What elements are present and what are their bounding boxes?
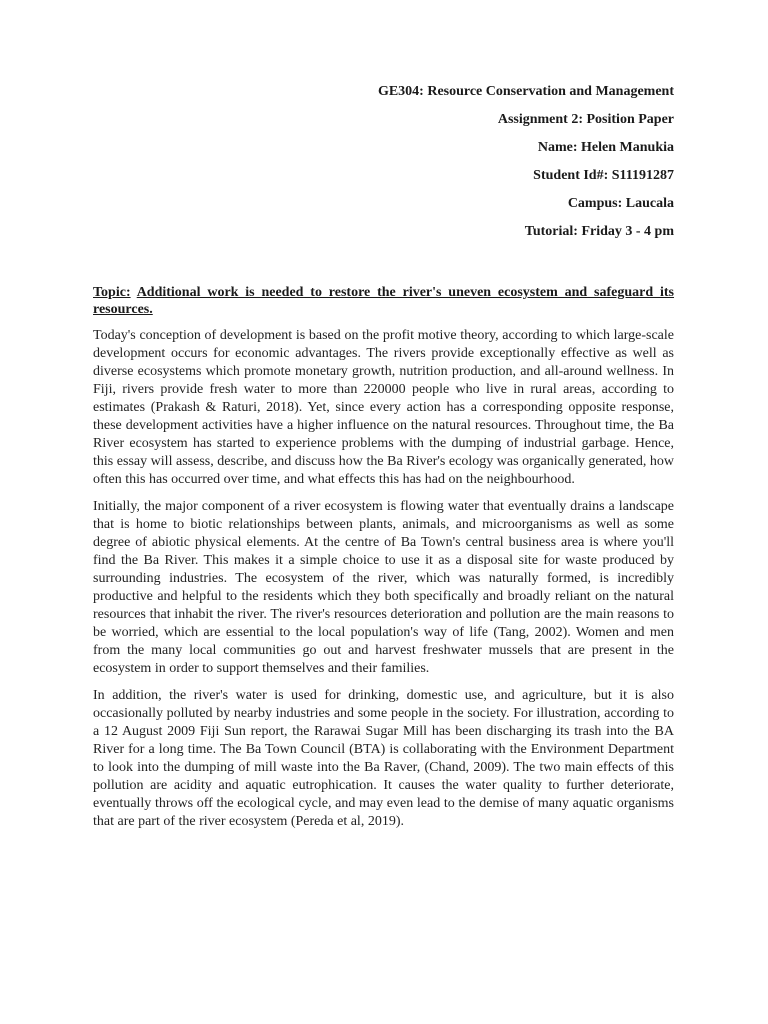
document-page bbox=[93, 84, 674, 831]
paragraph-1: Today's conception of development is based on the profit motive theory, according to which large-scale development occurs for economic advantages. The rivers provide exceptionally effective as well as diverse ecosystems which promote monetary growth, nutrition production, and all-around wellness. In Fiji, rivers provide fresh water to more than 220000 people who live in rural areas, according to estimates (Prakash & Raturi, 2018). Yet, since every action has a corresponding opposite response, these development activities have a higher influence on the natural resources. Throughout time, the Ba River ecosystem has started to experience problems with the dumping of industrial garbage. Hence, this essay will assess, describe, and discuss how the Ba River's ecology was organically generated, how often this has occurred over time, and what effects this has had on the neighbourhood. bbox=[93, 328, 674, 487]
document-header bbox=[93, 84, 674, 240]
assignment-title: Assignment 2: Position Paper bbox=[497, 112, 674, 127]
topic-text: Additional work is needed to restore the river's uneven ecosystem and safeguard its resources. bbox=[93, 285, 675, 317]
topic-heading bbox=[93, 284, 674, 318]
tutorial: Tutorial: Friday 3 - 4 pm bbox=[524, 224, 674, 239]
paragraph-2: Initially, the major component of a river ecosystem is flowing water that eventually drains a landscape that is home to biotic relationships between plants, animals, and microorganisms as well as some degree of abiotic physical elements. At the centre of Ba Town's central business area is where you'll find the Ba River. This makes it a simple choice to use it as a disposal site for waste produced by surrounding industries. The ecosystem of the river, which was naturally formed, is incredibly productive and helpful to the residents which they both specifically and broadly reliant on the natural resources that inhabit the river. The river's resources deterioration and pollution are the main reasons to be worried, which are essential to the local population's way of life (Tang, 2002). Women and men from the many local communities go out and harvest freshwater mussels that are present in the ecosystem in order to support themselves and their families. bbox=[93, 499, 674, 676]
student-id: Student Id#: S11191287 bbox=[533, 168, 674, 183]
student-name: Name: Helen Manukia bbox=[537, 140, 674, 155]
campus: Campus: Laucala bbox=[567, 196, 674, 211]
topic-label: Topic: bbox=[93, 285, 131, 300]
paragraph-3: In addition, the river's water is used for drinking, domestic use, and agriculture, but it is also occasionally polluted by nearby industries and some people in the society. For illustration, according to a 12 August 2009 Fiji Sun report, the Rarawai Sugar Mill has been discharging its trash into the BA River for a long time. The Ba Town Council (BTA) is collaborating with the Environment Department to look into the dumping of mill waste into the Ba Raver, (Chand, 2009). The two main effects of this pollution are acidity and aquatic eutrophication. It causes the water quality to further deteriorate, eventually throws off the ecological cycle, and may even lead to the demise of many aquatic organisms that are part of the river ecosystem (Pereda et al, 2019). bbox=[93, 688, 674, 829]
course-title: GE304: Resource Conservation and Management bbox=[377, 84, 674, 99]
